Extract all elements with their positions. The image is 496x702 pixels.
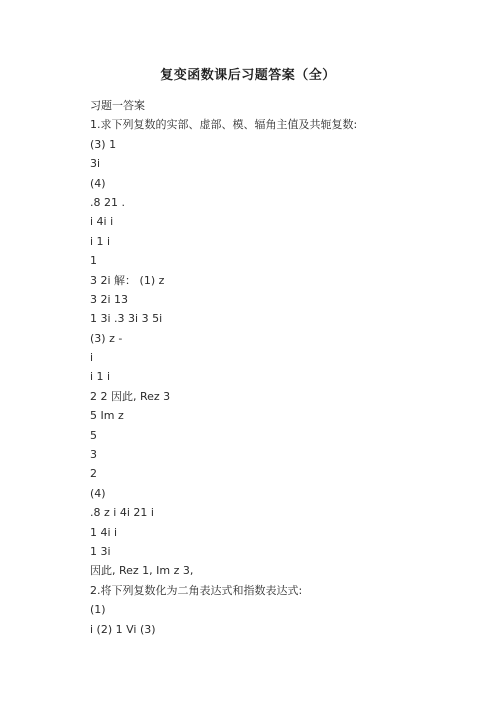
text-line: 习题一答案: [90, 99, 145, 112]
text-line: 3 2i 解： (1) z: [90, 273, 165, 287]
text-line: 1 3i: [90, 544, 111, 558]
text-line: i (2) 1 Vi (3): [90, 622, 156, 636]
text-line: 1.求下列复数的实部、虚部、模、辐角主值及共轭复数:: [90, 118, 358, 132]
text-line: .8 21 .: [90, 195, 125, 209]
text-line: 2 2 因此, Rez 3: [90, 389, 171, 403]
document-title: 复变函数课后习题答案（全）: [160, 68, 336, 83]
text-line: 3 2i 13: [90, 292, 129, 306]
text-line: (4): [90, 176, 106, 190]
text-line: 1 4i i: [90, 525, 118, 539]
text-line: i 1 i: [90, 234, 111, 248]
document-body: [90, 96, 470, 639]
text-line: (4): [90, 486, 106, 500]
text-line: 2.将下列复数化为二角表达式和指数表达式:: [90, 583, 303, 597]
text-line: i: [90, 351, 94, 365]
text-line: (3) z -: [90, 331, 123, 345]
text-line: i 1 i: [90, 370, 111, 384]
text-line: 3: [90, 448, 97, 462]
text-line: 1: [90, 254, 97, 268]
text-line: 3i: [90, 157, 101, 171]
text-line: i 4i i: [90, 215, 114, 229]
text-line: (3) 1: [90, 137, 117, 151]
text-line: 2: [90, 467, 97, 481]
text-line: 5 Im z: [90, 409, 124, 423]
text-line: 5: [90, 428, 97, 442]
text-line: 1 3i .3 3i 3 5i: [90, 312, 163, 326]
text-line: (1): [90, 603, 106, 617]
text-line: 因此, Rez 1, Im z 3,: [90, 564, 194, 578]
text-line: .8 z i 4i 21 i: [90, 506, 154, 520]
